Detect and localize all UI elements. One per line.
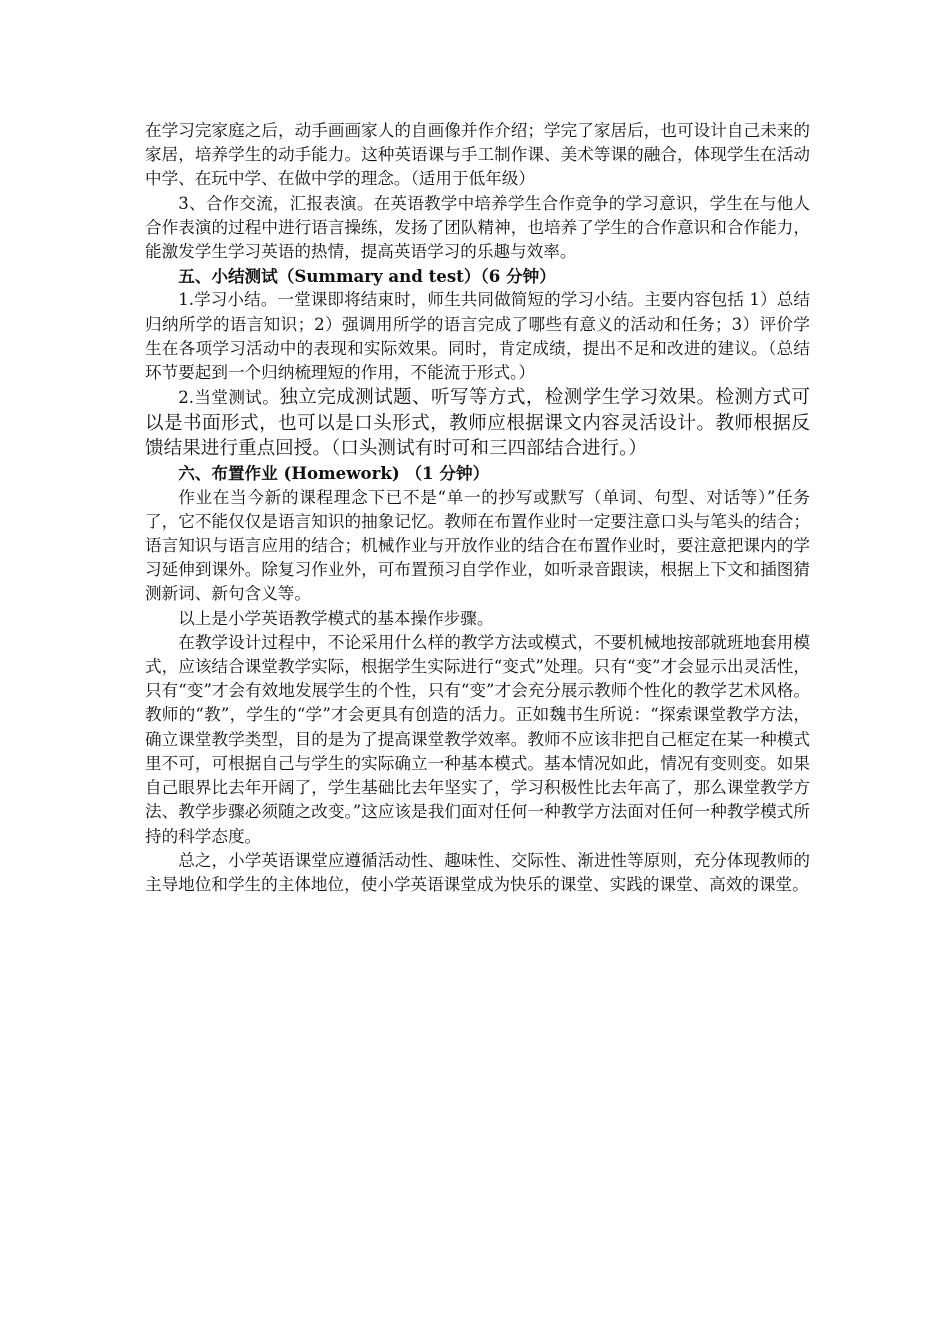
section-heading-homework: 六、布置作业 (Homework) （1 分钟） [178,463,490,484]
paragraph-intro: 在学习完家庭之后，动手画画家人的自画像并作介绍；学完了家居后，也可设计自己未来的家居，培养学生的动手能力。这种英语课与手工制作课、美术等课的融合，体现学生在活动中学、在玩中学、在做中学的理念。（适用于低年级） [145,121,810,189]
paragraph-cooperation: 3、合作交流，汇报表演。在英语教学中培养学生合作竞争的学习意识，学生在与他人合作表演的过程中进行语言操练，发扬了团队精神，也培养了学生的合作意识和合作能力，能激发学生学习英语的热情，提高英语学习的乐趣与效率。 [145,193,810,262]
paragraph-homework: 作业在当今新的课程理念下已不是“单一的抄写或默写（单词、句型、对话等）”任务了，它不能仅仅是语言知识的抽象记忆。教师在布置作业时一定要注意口头与笔头的结合；语言知识与语言应用的结合；机械作业与开放作业的结合在布置作业时，要注意把课内的学习延伸到课外。除复习作业外，可布置预习自学作业，如听录音跟读，根据上下文和插图猜测新词、新句含义等。 [145,487,810,604]
paragraph-design-process: 在教学设计过程中，不论采用什么样的教学方法或模式，不要机械地按部就班地套用模式，应该结合课堂教学实际，根据学生实际进行“变式”处理。只有“变”才会显示出灵活性，只有“变”才会有效地发展学生的个性，只有“变”才会充分展示教师个性化的教学艺术风格。教师的“教”，学生的“学”才会更具有创造的活力。正如魏书生所说：“探索课堂教学方法，确立课堂教学类型，目的是为了提高课堂教学效率。教师不应该非把自己框定在某一种模式里不可，可根据自己与学生的实际确立一种基本模式。基本情况如此，情况有变则变。如果自己眼界比去年开阔了，学生基础比去年坚实了，学习积极性比去年高了，那么课堂教学方法、教学步骤必须随之改变。”这应该是我们面对任何一种教学方法面对任何一种教学模式所持的科学态度。 [145,632,810,846]
paragraph-test-lead: 2.当堂测试。 [178,388,280,408]
document-body [145,119,810,897]
paragraph-summary: 1.学习小结。一堂课即将结束时，师生共同做简短的学习小结。主要内容包括 1）总结归纳所学的语言知识；2）强调用所学的语言完成了哪些有意义的活动和任务；3）评价学生在各项学习活动中的表现和实际效果。同时，肯定成绩，提出不足和改进的建议。（总结环节要起到一个归纳梳理短的作用，不能流于形式。） [145,290,810,383]
paragraph-steps-note: 以上是小学英语教学模式的基本操作步骤。 [178,608,494,628]
paragraph-test-body: 独立完成测试题、听写等方式，检测学生学习效果。检测方式可以是书面形式，也可以是口头形式，教师应根据课文内容灵活设计。教师根据反馈结果进行重点回授。（口头测试有时可和三四部结合进行。） [145,387,810,460]
paragraph-conclusion: 总之，小学英语课堂应遵循活动性、趣味性、交际性、渐进性等原则，充分体现教师的主导地位和学生的主体地位，使小学英语课堂成为快乐的课堂、实践的课堂、高效的课堂。 [145,850,810,894]
paragraph-test [145,385,810,461]
section-heading-summary-test: 五、小结测试（Summary and test）（6 分钟） [178,266,556,287]
